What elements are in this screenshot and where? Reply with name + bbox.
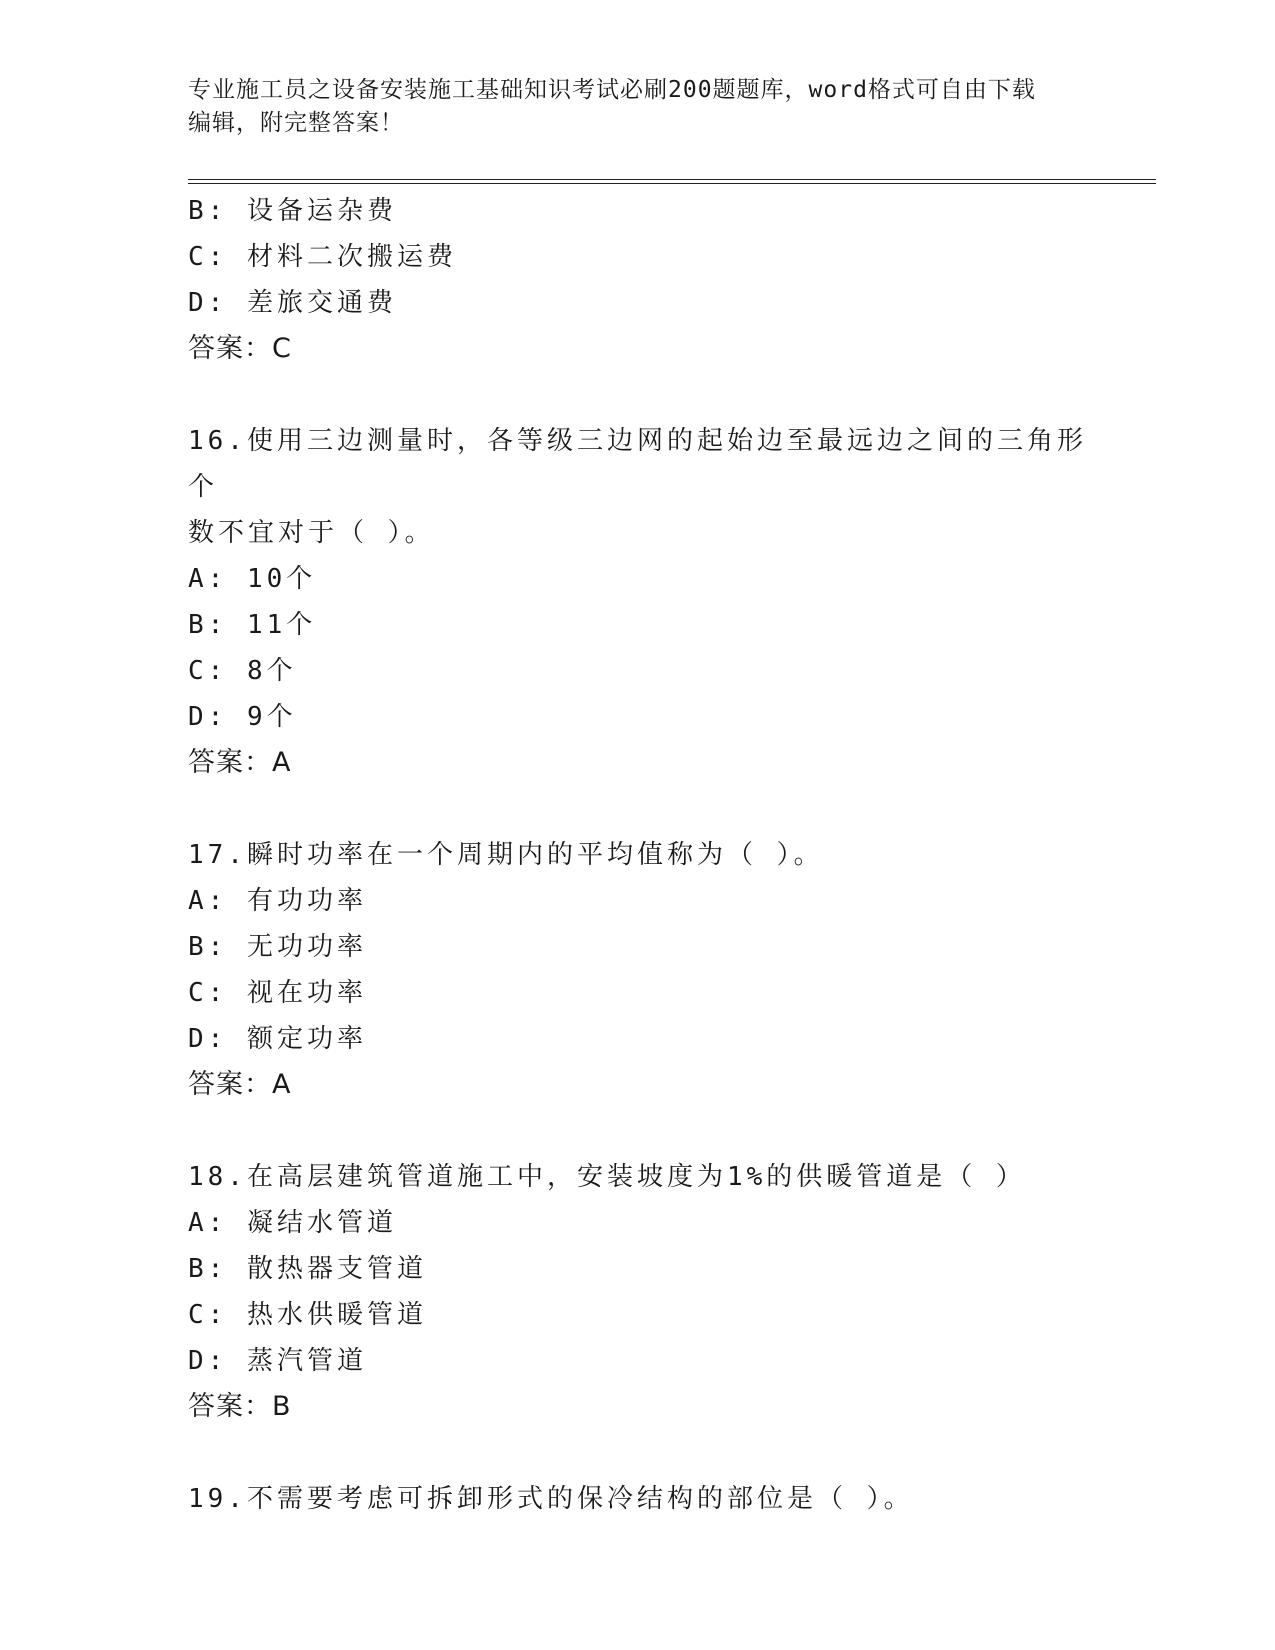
header-title-line-1: 专业施工员之设备安装施工基础知识考试必刷200题题库，word格式可自由下载: [188, 77, 1036, 103]
question-15: [188, 188, 1088, 372]
spacer: [188, 786, 1088, 832]
answer: 答案：A: [188, 747, 292, 778]
option-d: D: 差旅交通费: [188, 288, 397, 318]
spacer: [188, 1430, 1088, 1476]
answer: 答案：A: [188, 1069, 292, 1100]
option-a: A: 10个: [188, 564, 317, 594]
answer: 答案：B: [188, 1391, 292, 1422]
question-stem-line-1: 16.使用三边测量时，各等级三边网的起始边至最远边之间的三角形个: [188, 426, 1087, 502]
question-stem-line-2: 数不宜对于（ ）。: [188, 518, 435, 548]
option-b: B: 散热器支管道: [188, 1254, 427, 1284]
answer: 答案：C: [188, 333, 292, 364]
question-list: [188, 188, 1088, 1522]
question-stem: 18.在高层建筑管道施工中，安装坡度为1%的供暖管道是（ ）: [188, 1162, 1026, 1192]
option-d: D: 9个: [188, 702, 297, 732]
spacer: [188, 372, 1088, 418]
option-b: B: 设备运杂费: [188, 196, 397, 226]
option-c: C: 材料二次搬运费: [188, 242, 457, 272]
document-header: [188, 74, 1088, 140]
option-c: C: 视在功率: [188, 978, 367, 1008]
header-divider-bottom: [188, 183, 1156, 184]
option-a: A: 凝结水管道: [188, 1208, 397, 1238]
option-c: C: 热水供暖管道: [188, 1300, 427, 1330]
option-a: A: 有功功率: [188, 886, 367, 916]
option-b: B: 11个: [188, 610, 317, 640]
header-title-line-2: 编辑，附完整答案！: [188, 110, 404, 136]
question-18: [188, 1154, 1088, 1430]
question-16: [188, 418, 1088, 786]
question-17: [188, 832, 1088, 1108]
spacer: [188, 1108, 1088, 1154]
option-c: C: 8个: [188, 656, 297, 686]
option-b: B: 无功功率: [188, 932, 367, 962]
question-stem: 19.不需要考虑可拆卸形式的保冷结构的部位是（ ）。: [188, 1484, 914, 1514]
option-d: D: 蒸汽管道: [188, 1346, 367, 1376]
option-d: D: 额定功率: [188, 1024, 367, 1054]
question-stem: 17.瞬时功率在一个周期内的平均值称为（ ）。: [188, 840, 824, 870]
header-divider-top: [188, 179, 1156, 180]
question-19: [188, 1476, 1088, 1522]
